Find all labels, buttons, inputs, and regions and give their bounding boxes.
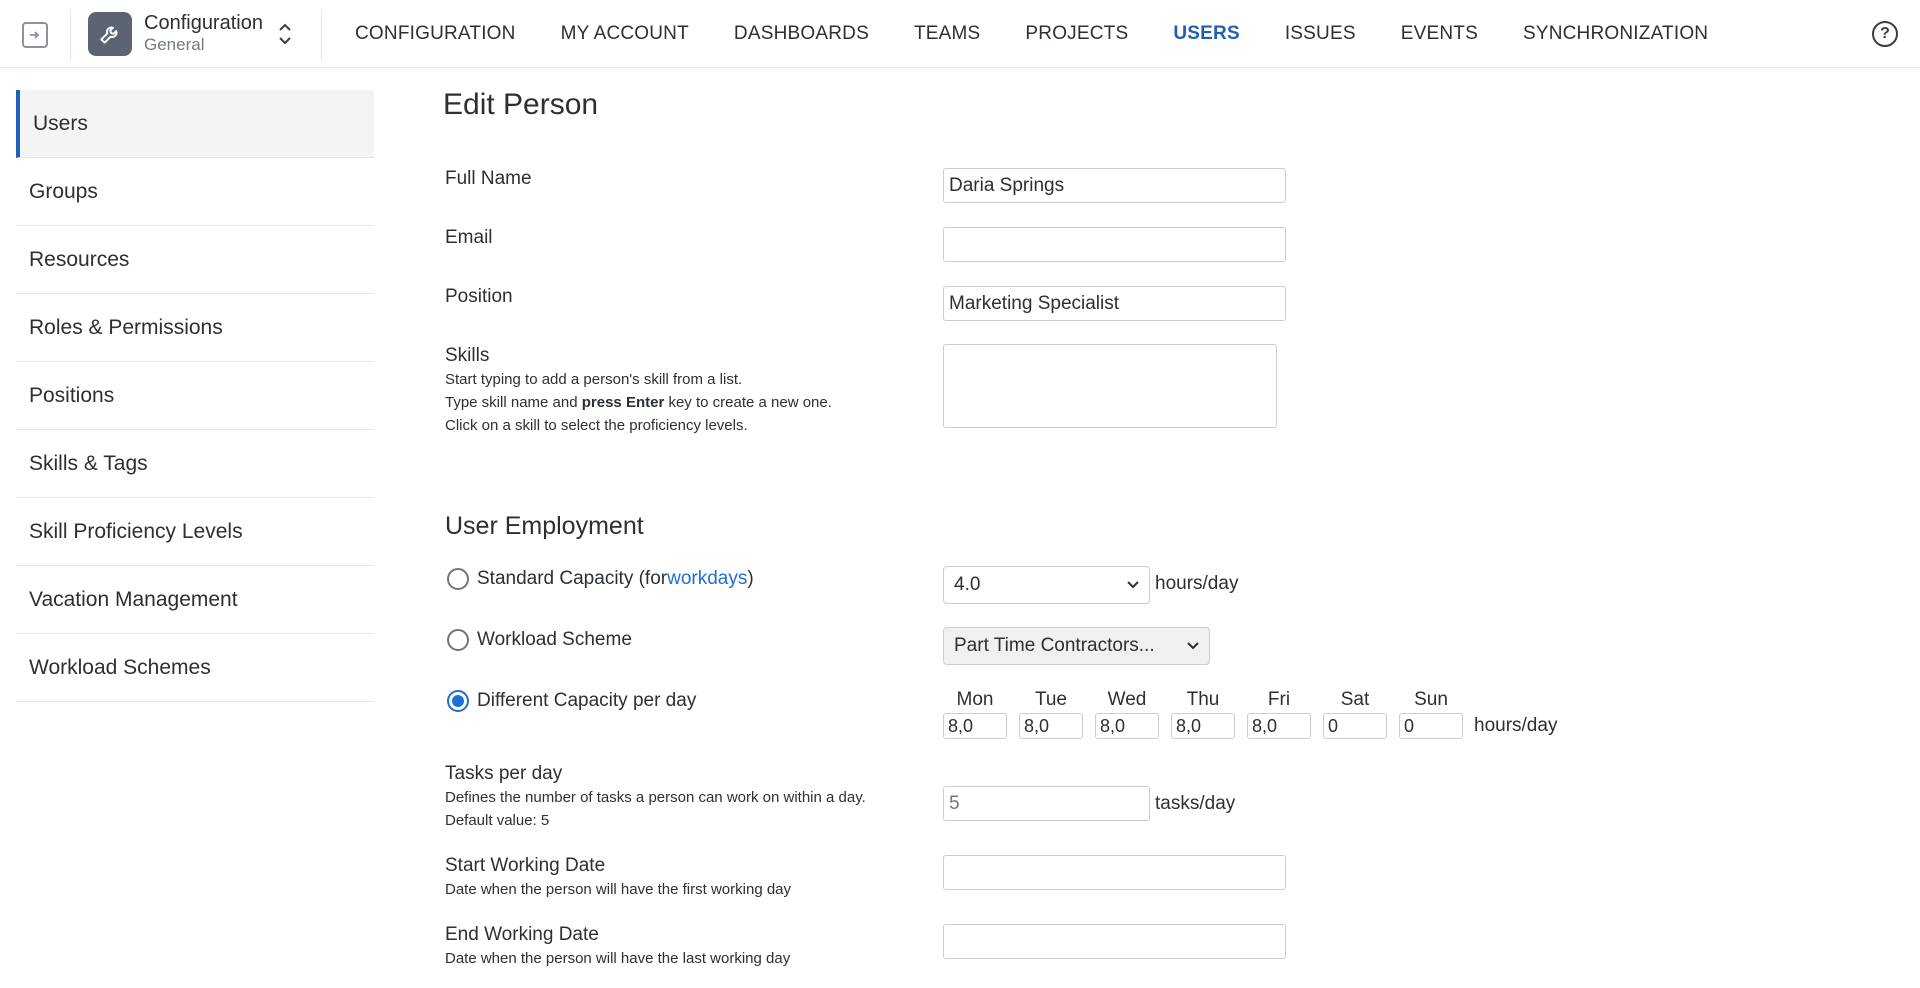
tasks-per-day-label: Tasks per day <box>445 763 563 784</box>
day-mon: Mon 8,0 <box>943 689 1007 739</box>
hours-unit: hours/day <box>1474 715 1558 736</box>
nav-events[interactable]: EVENTS <box>1400 23 1478 44</box>
end-working-date-field[interactable] <box>943 924 1286 959</box>
day-capacity-input[interactable] <box>1171 713 1235 739</box>
sidebar-item-workload-schemes[interactable]: Workload Schemes <box>16 634 374 702</box>
position-field[interactable] <box>943 286 1286 321</box>
end-working-date-label: End Working Date <box>445 924 599 945</box>
sidebar-item-positions[interactable]: Positions <box>16 362 374 430</box>
app-switcher[interactable] <box>88 12 293 56</box>
start-working-date-label: Start Working Date <box>445 855 606 876</box>
standard-capacity-select[interactable]: 4.0 <box>943 566 1150 604</box>
divider <box>321 10 322 60</box>
end-working-date-hint: Date when the person will have the last working day <box>445 950 791 967</box>
top-bar <box>0 0 1920 68</box>
tasks-per-day-default: Default value: 5 <box>445 812 550 829</box>
workload-scheme-select[interactable]: Part Time Contractors... <box>943 627 1210 665</box>
sidebar-item-roles-permissions[interactable]: Roles & Permissions <box>16 294 374 362</box>
sidebar-item-resources[interactable]: Resources <box>16 226 374 294</box>
day-sun: Sun 0 <box>1399 689 1463 739</box>
day-capacity-input[interactable] <box>1323 713 1387 739</box>
chevron-updown-icon <box>277 21 293 47</box>
day-capacity-input[interactable] <box>943 713 1007 739</box>
standard-capacity-option[interactable]: Standard Capacity (for workdays ) <box>447 568 754 590</box>
nav-configuration[interactable]: CONFIGURATION <box>355 23 516 44</box>
different-capacity-option[interactable]: Different Capacity per day <box>447 690 696 712</box>
app-title: Configuration <box>144 12 263 34</box>
page-title: Edit Person <box>443 88 599 121</box>
skills-hint: Start typing to add a person's skill from a list. <box>445 371 743 388</box>
nav-synchronization[interactable]: SYNCHRONIZATION <box>1522 23 1709 44</box>
workload-scheme-option[interactable]: Workload Scheme <box>447 629 632 651</box>
workdays-link[interactable]: workdays <box>667 568 748 589</box>
chevron-down-icon <box>1187 642 1199 650</box>
day-capacity-input[interactable] <box>1247 713 1311 739</box>
day-capacity-input[interactable] <box>1019 713 1083 739</box>
day-fri: Fri 8,0 <box>1247 689 1311 739</box>
sidebar-toggle-icon[interactable] <box>22 22 48 48</box>
position-label: Position <box>445 286 513 307</box>
skills-hint: Type skill name and press Enter key to create a new one. <box>445 394 832 411</box>
day-thu: Thu 8,0 <box>1171 689 1235 739</box>
main-nav <box>355 0 1753 68</box>
divider <box>70 10 71 60</box>
workload-scheme-radio[interactable] <box>447 629 469 651</box>
sidebar-item-users[interactable]: Users <box>16 90 374 158</box>
nav-users[interactable]: USERS <box>1173 23 1240 44</box>
nav-issues[interactable]: ISSUES <box>1284 23 1356 44</box>
email-label: Email <box>445 227 493 248</box>
start-working-date-field[interactable] <box>943 855 1286 890</box>
day-tue: Tue 8,0 <box>1019 689 1083 739</box>
help-icon[interactable]: ? <box>1872 21 1898 47</box>
nav-dashboards[interactable]: DASHBOARDS <box>733 23 869 44</box>
sidebar <box>16 90 374 702</box>
day-sat: Sat 0 <box>1323 689 1387 739</box>
day-capacity-input[interactable] <box>1399 713 1463 739</box>
skills-label: Skills <box>445 345 490 366</box>
sidebar-item-skill-proficiency-levels[interactable]: Skill Proficiency Levels <box>16 498 374 566</box>
wrench-icon <box>88 12 132 56</box>
email-field[interactable] <box>943 227 1286 262</box>
sidebar-item-skills-tags[interactable]: Skills & Tags <box>16 430 374 498</box>
full-name-field[interactable] <box>943 168 1286 203</box>
hours-unit: hours/day <box>1155 573 1239 594</box>
tasks-per-day-input[interactable] <box>943 786 1150 821</box>
skills-hint: Click on a skill to select the proficiency levels. <box>445 417 748 434</box>
chevron-down-icon <box>1127 581 1139 589</box>
full-name-label: Full Name <box>445 168 532 189</box>
app-subtitle: General <box>144 35 205 54</box>
user-employment-heading: User Employment <box>445 512 644 540</box>
start-working-date-hint: Date when the person will have the first working day <box>445 881 792 898</box>
different-capacity-radio[interactable] <box>447 690 469 712</box>
sidebar-item-vacation-management[interactable]: Vacation Management <box>16 566 374 634</box>
nav-my-account[interactable]: MY ACCOUNT <box>560 23 689 44</box>
standard-capacity-radio[interactable] <box>447 568 469 590</box>
day-capacity-input[interactable] <box>1095 713 1159 739</box>
day-wed: Wed 8,0 <box>1095 689 1159 739</box>
nav-projects[interactable]: PROJECTS <box>1025 23 1129 44</box>
tasks-unit: tasks/day <box>1155 793 1236 814</box>
nav-teams[interactable]: TEAMS <box>913 23 981 44</box>
tasks-per-day-hint: Defines the number of tasks a person can work on within a day. <box>445 789 866 806</box>
sidebar-item-groups[interactable]: Groups <box>16 158 374 226</box>
skills-input[interactable] <box>943 344 1277 428</box>
